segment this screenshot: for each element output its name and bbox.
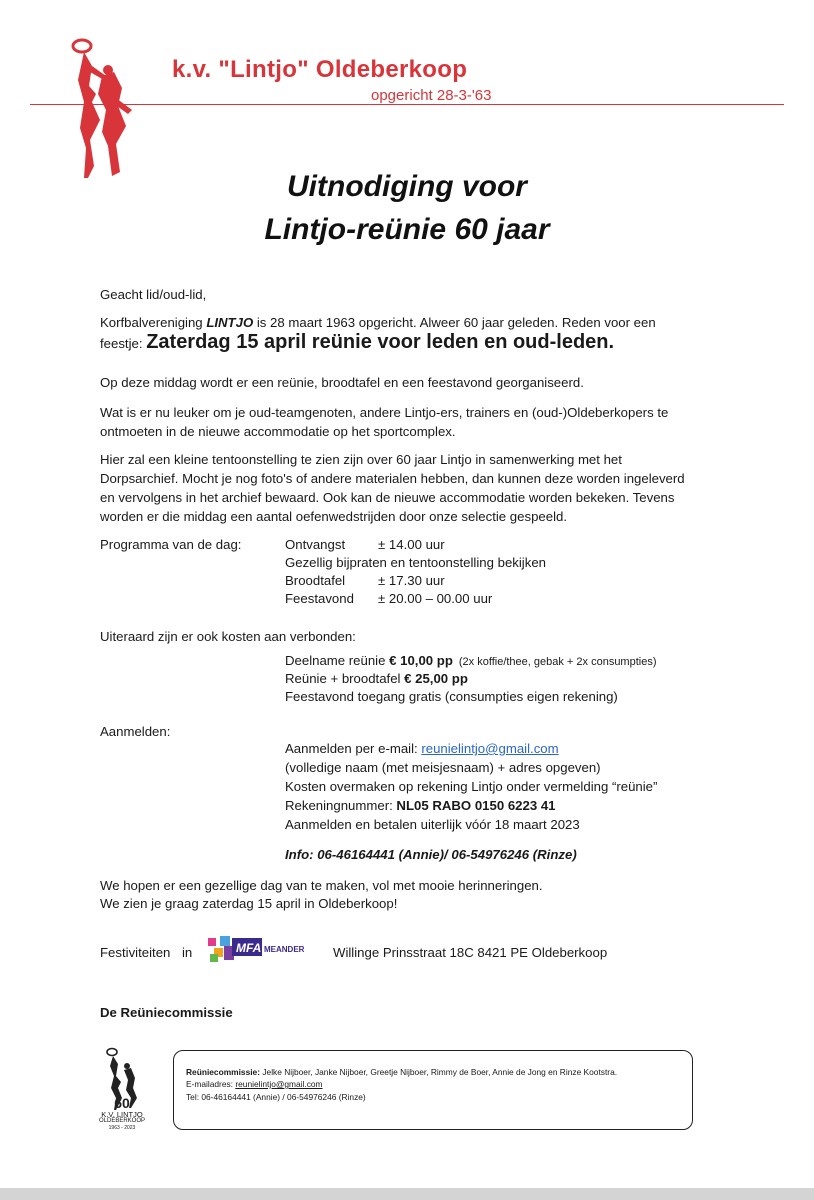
programme-item-time: ± 14.00 uur — [378, 537, 445, 552]
signup-email-label: Aanmelden per e-mail: — [285, 741, 422, 756]
cost-2-price: € 25,00 pp — [404, 671, 468, 686]
footer-contact-box — [173, 1050, 693, 1130]
venue-label: Festiviteiten — [100, 945, 171, 960]
paragraph-1: Op deze middag wordt er een reünie, broodtafel en een feestavond georganiseerd. — [100, 375, 584, 390]
footer-committee — [186, 1067, 617, 1077]
cost-line-1 — [285, 653, 657, 668]
paragraph-2-line-1: Wat is er nu leuker om je oud-teamgenoten, andere Lintjo-ers, trainers en (oud-)Oldeberkopers te — [100, 405, 669, 420]
logo-60-number: 60 — [114, 1095, 130, 1111]
club-name: k.v. "Lintjo" Oldeberkoop — [172, 56, 468, 83]
greeting: Geacht lid/oud-lid, — [100, 287, 207, 302]
signup-line-2: (volledige naam (met meisjesnaam) + adres opgeven) — [285, 760, 601, 775]
cost-line-3: Feestavond toegang gratis (consumpties eigen rekening) — [285, 689, 618, 704]
logo-caption-name: K.V. LINTJO — [101, 1110, 143, 1119]
signup-label: Aanmelden: — [100, 724, 171, 739]
header-divider — [30, 104, 784, 105]
signup-email-link[interactable]: reunielintjo@gmail.com — [421, 741, 559, 756]
programme-item-name: Feestavond — [285, 591, 354, 606]
logo-caption-place: OLDEBERKOOP — [98, 1118, 145, 1124]
cost-1-label: Deelname reünie — [285, 653, 390, 668]
footer-email-link[interactable]: reunielintjo@gmail.com — [235, 1079, 323, 1089]
paragraph-3-line-1: Hier zal een kleine tentoonstelling te zien zijn over 60 jaar Lintjo in samenwerking met het — [100, 452, 622, 467]
scan-edge-bar — [0, 1188, 814, 1200]
costs-intro: Uiteraard zijn er ook kosten aan verbonden: — [100, 629, 356, 644]
title-line-2: Lintjo-reünie 60 jaar — [264, 213, 550, 246]
footer-phone: Tel: 06-46164441 (Annie) / 06-54976246 (Rinze) — [186, 1092, 366, 1102]
club-logo-dancers — [62, 36, 140, 184]
footer-committee-label: Reüniecommissie: — [186, 1067, 261, 1077]
programme-item-time: ± 20.00 – 00.00 uur — [378, 591, 493, 606]
signup-line-3: Kosten overmaken op rekening Lintjo onder vermelding “reünie” — [285, 779, 658, 794]
intro-text-b: is 28 maart 1963 opgericht. Alweer 60 jaar geleden. Reden voor een — [253, 315, 656, 330]
footer-committee-members: Jelke Nijboer, Janke Nijboer, Greetje Nijboer, Rimmy de Boer, Annie de Jong en Rinze Kootstra. — [260, 1067, 618, 1077]
info-phone: Info: 06-46164441 (Annie)/ 06-54976246 (Rinze) — [285, 847, 577, 862]
title-line-1: Uitnodiging voor — [287, 170, 527, 203]
venue-in: in — [182, 945, 193, 960]
paragraph-2-line-2: ontmoeten in de nieuwe accommodatie op het sportcomplex. — [100, 424, 456, 439]
signup-line-1 — [285, 741, 559, 756]
cost-line-2 — [285, 671, 468, 686]
intro-line-2 — [100, 333, 614, 353]
programme-item-time: ± 17.30 uur — [378, 573, 445, 588]
programme-item-name: Gezellig bijpraten en tentoonstelling bekijken — [285, 555, 546, 570]
cost-2-label: Reünie + broodtafel — [285, 671, 405, 686]
intro-club-name: LINTJO — [206, 315, 254, 330]
programme-item-name: Broodtafel — [285, 573, 346, 588]
footer-email-label: E-mailadres: — [186, 1079, 236, 1089]
intro-text-a: Korfbalvereniging — [100, 315, 207, 330]
event-headline: Zaterdag 15 april reünie voor leden en oud-leden. — [146, 331, 615, 353]
logo-caption-years: 1963 - 2023 — [108, 1125, 136, 1131]
venue-address: Willinge Prinsstraat 18C 8421 PE Oldeberkoop — [333, 945, 608, 960]
paragraph-3-line-4: worden er die middag een aantal oefenwedstrijden door onze selectie gespeeld. — [100, 509, 568, 524]
signup-line-4 — [285, 798, 556, 813]
cost-1-note: (2x koffie/thee, gebak + 2x consumpties) — [458, 656, 657, 668]
programme-item-name: Ontvangst — [285, 537, 346, 552]
programme-label: Programma van de dag: — [100, 537, 242, 552]
mfa-meander-logo — [206, 932, 318, 966]
founded-date: opgericht 28-3-'63 — [371, 87, 492, 104]
signature: De Reüniecommissie — [100, 1005, 233, 1020]
signup-line-5: Aanmelden en betalen uiterlijk vóór 18 maart 2023 — [285, 817, 580, 832]
cost-1-price: € 10,00 pp — [389, 653, 453, 668]
mfa-logo-text: MFA — [236, 941, 262, 955]
closing-line-2: We zien je graag zaterdag 15 april in Oldeberkoop! — [100, 896, 398, 911]
intro-line-1 — [100, 313, 656, 332]
intro-text-c: feestje: — [100, 336, 147, 351]
iban-number: NL05 RABO 0150 6223 41 — [396, 798, 556, 813]
closing-line-1: We hopen er een gezellige dag van te maken, vol met mooie herinneringen. — [100, 878, 543, 893]
paragraph-3-line-3: en vervolgens in het archief bewaard. Ook kan de nieuwe accommodatie worden bekeken. Tevens — [100, 490, 675, 505]
iban-label: Rekeningnummer: — [285, 798, 397, 813]
footer-email — [186, 1079, 323, 1089]
paragraph-3-line-2: Dorpsarchief. Mocht je nog foto's of andere materialen hebben, dan kunnen deze worden ingeleverd — [100, 471, 685, 486]
meander-logo-text: MEANDER — [264, 945, 305, 954]
